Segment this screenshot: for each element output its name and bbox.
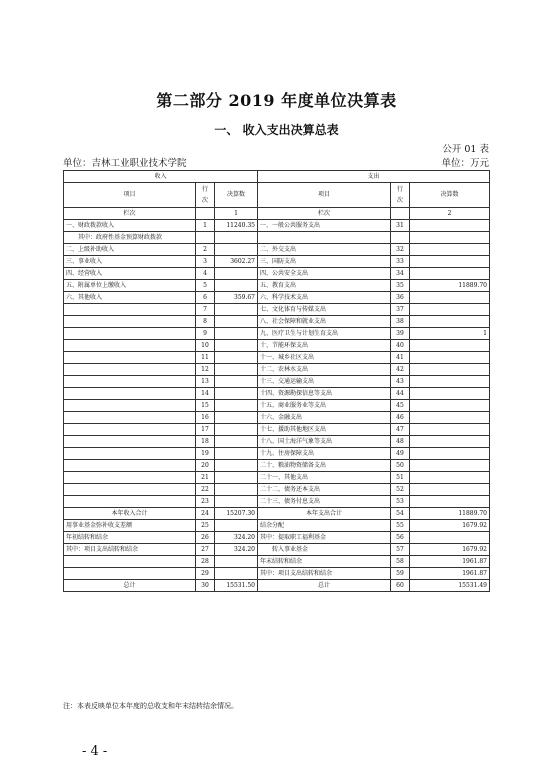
income-line-cell: 15 xyxy=(196,400,215,412)
income-line-cell: 22 xyxy=(196,484,215,496)
income-line-cell: 6 xyxy=(196,292,215,304)
income-item-cell: 年初结转和结余 xyxy=(64,532,196,544)
expense-item-cell: 八、社会保障和就业支出 xyxy=(258,316,391,328)
expense-item-cell: 二、外交支出 xyxy=(258,244,391,256)
expense-amount-cell xyxy=(410,496,490,508)
income-amount-cell: 324.20 xyxy=(215,544,258,556)
expense-item-cell: 十三、交通运输支出 xyxy=(258,376,391,388)
expense-line-cell: 44 xyxy=(391,388,410,400)
expense-item-cell: 其中：提取职工福利基金 xyxy=(258,532,391,544)
income-line-cell: 10 xyxy=(196,340,215,352)
income-line-cell: 2 xyxy=(196,244,215,256)
expense-line-cell: 32 xyxy=(391,244,410,256)
income-line-cell: 13 xyxy=(196,376,215,388)
form-number: 公开 01 表 xyxy=(442,144,489,155)
income-amount-cell xyxy=(215,328,258,340)
expense-line-cell: 31 xyxy=(391,220,410,232)
income-amount-cell: 3602.27 xyxy=(215,256,258,268)
expense-item-header: 项目 xyxy=(258,183,391,208)
income-item-cell: 二、上级补助收入 xyxy=(64,244,196,256)
income-amount-cell xyxy=(215,460,258,472)
income-item-cell xyxy=(64,376,196,388)
income-col-blank xyxy=(196,208,215,220)
table-row xyxy=(64,232,490,244)
income-amount-cell xyxy=(215,556,258,568)
income-line-cell: 28 xyxy=(196,556,215,568)
income-amount-cell xyxy=(215,472,258,484)
income-amount-cell xyxy=(215,484,258,496)
expense-line-cell: 47 xyxy=(391,424,410,436)
income-amount-cell xyxy=(215,568,258,580)
expense-line-cell: 38 xyxy=(391,316,410,328)
income-line-cell: 24 xyxy=(196,508,215,520)
income-item-cell xyxy=(64,328,196,340)
income-item-cell xyxy=(64,388,196,400)
income-line-cell: 9 xyxy=(196,328,215,340)
expense-line-cell: 50 xyxy=(391,460,410,472)
income-line-cell: 30 xyxy=(196,580,215,592)
income-amount-cell xyxy=(215,448,258,460)
line-no-text: 行次 xyxy=(202,185,209,204)
table-row xyxy=(64,568,490,580)
income-amount-cell xyxy=(215,244,258,256)
table-row xyxy=(64,532,490,544)
income-col-label: 栏次 xyxy=(64,208,196,220)
income-line-cell: 14 xyxy=(196,388,215,400)
expense-amount-cell xyxy=(410,460,490,472)
income-line-cell: 19 xyxy=(196,448,215,460)
expense-item-cell: 年末结转和结余 xyxy=(258,556,391,568)
expense-line-cell: 37 xyxy=(391,304,410,316)
table-row xyxy=(64,364,490,376)
expense-amount-cell xyxy=(410,388,490,400)
income-amount-cell xyxy=(215,400,258,412)
income-item-cell xyxy=(64,364,196,376)
income-item-cell xyxy=(64,496,196,508)
income-amount-cell: 15531.50 xyxy=(215,580,258,592)
expense-amount-cell xyxy=(410,232,490,244)
table-row xyxy=(64,268,490,280)
expense-item-cell: 十六、金融支出 xyxy=(258,412,391,424)
table-note: 注：本表反映单位本年度的总收支和年末结转结余情况。 xyxy=(63,702,238,710)
income-line-cell: 29 xyxy=(196,568,215,580)
expense-line-cell: 53 xyxy=(391,496,410,508)
income-item-cell xyxy=(64,568,196,580)
income-amount-cell xyxy=(215,520,258,532)
expense-item-cell: 四、公共安全支出 xyxy=(258,268,391,280)
expense-amount-cell xyxy=(410,316,490,328)
income-item-cell xyxy=(64,316,196,328)
income-item-cell xyxy=(64,304,196,316)
table-column-index-row xyxy=(64,208,490,220)
expense-item-cell: 二十二、债务还本支出 xyxy=(258,484,391,496)
expense-item-cell: 一、一般公共服务支出 xyxy=(258,220,391,232)
expense-col-label: 栏次 xyxy=(258,208,391,220)
table-header-group xyxy=(64,171,490,183)
income-amount-cell: 359.67 xyxy=(215,292,258,304)
income-expense-table xyxy=(63,170,490,592)
table-row xyxy=(64,244,490,256)
income-item-cell: 一、财政拨款收入 xyxy=(64,220,196,232)
unit-label: 单位：吉林工业职业技术学院 xyxy=(63,158,187,169)
expense-amount-cell xyxy=(410,376,490,388)
expense-item-cell: 总计 xyxy=(258,580,391,592)
table-body xyxy=(64,220,490,592)
line-no-text: 行次 xyxy=(397,185,404,204)
table-row xyxy=(64,496,490,508)
expense-header: 支出 xyxy=(258,171,490,183)
table-row xyxy=(64,292,490,304)
expense-line-cell: 34 xyxy=(391,268,410,280)
income-amount-cell: 11240.35 xyxy=(215,220,258,232)
currency-label: 单位：万元 xyxy=(441,158,489,169)
income-item-cell: 五、附属单位上缴收入 xyxy=(64,280,196,292)
expense-amount-cell: 1 xyxy=(410,328,490,340)
table-row xyxy=(64,340,490,352)
table-row xyxy=(64,484,490,496)
income-amount-cell xyxy=(215,376,258,388)
income-item-cell: 三、事业收入 xyxy=(64,256,196,268)
income-header: 收入 xyxy=(64,171,258,183)
expense-amount-cell xyxy=(410,412,490,424)
income-item-cell xyxy=(64,556,196,568)
expense-item-cell xyxy=(258,232,391,244)
income-amount-cell xyxy=(215,364,258,376)
expense-item-cell: 十五、商业服务业等支出 xyxy=(258,400,391,412)
income-item-cell xyxy=(64,412,196,424)
income-line-cell: 4 xyxy=(196,268,215,280)
income-line-cell: 21 xyxy=(196,472,215,484)
income-item-cell: 总计 xyxy=(64,580,196,592)
income-amount-cell xyxy=(215,304,258,316)
income-line-header xyxy=(196,183,215,208)
income-col-number: 1 xyxy=(215,208,258,220)
income-amount-cell: 324.20 xyxy=(215,532,258,544)
expense-line-cell xyxy=(391,232,410,244)
expense-line-cell: 54 xyxy=(391,508,410,520)
expense-line-cell: 52 xyxy=(391,484,410,496)
expense-line-header xyxy=(391,183,410,208)
expense-col-blank xyxy=(391,208,410,220)
expense-line-cell: 60 xyxy=(391,580,410,592)
expense-amount-cell: 11889.70 xyxy=(410,508,490,520)
expense-amount-cell xyxy=(410,340,490,352)
income-amount-cell xyxy=(215,352,258,364)
table-row xyxy=(64,256,490,268)
income-amount-cell xyxy=(215,388,258,400)
income-item-cell xyxy=(64,352,196,364)
expense-line-cell: 43 xyxy=(391,376,410,388)
table-row xyxy=(64,424,490,436)
expense-item-cell: 十四、资源勘探信息等支出 xyxy=(258,388,391,400)
expense-line-cell: 36 xyxy=(391,292,410,304)
expense-item-cell: 二十三、债务付息支出 xyxy=(258,496,391,508)
income-line-cell: 5 xyxy=(196,280,215,292)
expense-line-cell: 46 xyxy=(391,412,410,424)
expense-line-cell: 49 xyxy=(391,448,410,460)
income-line-cell xyxy=(196,232,215,244)
income-line-cell: 3 xyxy=(196,256,215,268)
expense-item-cell: 十二、农林水支出 xyxy=(258,364,391,376)
expense-line-cell: 51 xyxy=(391,472,410,484)
table-row xyxy=(64,520,490,532)
expense-amount-cell xyxy=(410,484,490,496)
table-row xyxy=(64,304,490,316)
table-row xyxy=(64,400,490,412)
income-amount-cell xyxy=(215,280,258,292)
income-line-cell: 26 xyxy=(196,532,215,544)
expense-line-cell: 48 xyxy=(391,436,410,448)
table-row xyxy=(64,556,490,568)
income-item-cell xyxy=(64,424,196,436)
table-row xyxy=(64,472,490,484)
expense-item-cell: 六、科学技术支出 xyxy=(258,292,391,304)
income-line-cell: 8 xyxy=(196,316,215,328)
income-line-cell: 18 xyxy=(196,436,215,448)
expense-item-cell: 结余分配 xyxy=(258,520,391,532)
expense-item-cell: 二十一、其他支出 xyxy=(258,472,391,484)
page-number: - 4 - xyxy=(82,744,108,759)
expense-line-cell: 58 xyxy=(391,556,410,568)
income-amount-cell xyxy=(215,436,258,448)
table-row xyxy=(64,388,490,400)
expense-item-cell: 十、节能环保支出 xyxy=(258,340,391,352)
unit-row xyxy=(63,155,489,169)
expense-amount-cell xyxy=(410,400,490,412)
income-amount-cell xyxy=(215,268,258,280)
expense-line-cell: 41 xyxy=(391,352,410,364)
income-line-cell: 16 xyxy=(196,412,215,424)
expense-amount-cell: 11889.70 xyxy=(410,280,490,292)
expense-item-cell: 十八、国土海洋气象等支出 xyxy=(258,436,391,448)
expense-amount-cell: 15531.49 xyxy=(410,580,490,592)
expense-amount-cell xyxy=(410,220,490,232)
income-amount-cell xyxy=(215,232,258,244)
expense-line-cell: 55 xyxy=(391,520,410,532)
income-line-cell: 17 xyxy=(196,424,215,436)
income-line-cell: 7 xyxy=(196,304,215,316)
income-item-cell xyxy=(64,472,196,484)
expense-item-cell: 十一、城乡社区支出 xyxy=(258,352,391,364)
expense-amount-cell: 1961.87 xyxy=(410,556,490,568)
part-title: 第二部分 2019 年度单位决算表 xyxy=(156,91,397,110)
table-row xyxy=(64,508,490,520)
expense-item-cell: 十七、援助其他地区支出 xyxy=(258,424,391,436)
table-row xyxy=(64,544,490,556)
income-item-cell xyxy=(64,436,196,448)
expense-amount-cell xyxy=(410,532,490,544)
income-item-cell: 其中：政府性基金预算财政拨款 xyxy=(64,232,196,244)
expense-amount-header: 决算数 xyxy=(410,183,490,208)
expense-item-cell: 十九、住房保障支出 xyxy=(258,448,391,460)
income-line-cell: 27 xyxy=(196,544,215,556)
expense-amount-cell xyxy=(410,304,490,316)
income-amount-cell xyxy=(215,424,258,436)
expense-amount-cell: 1679.92 xyxy=(410,544,490,556)
income-line-cell: 20 xyxy=(196,460,215,472)
income-item-cell: 其中：项目支出结转和结余 xyxy=(64,544,196,556)
expense-item-cell: 本年支出合计 xyxy=(258,508,391,520)
expense-line-cell: 40 xyxy=(391,340,410,352)
table-row xyxy=(64,328,490,340)
expense-amount-cell xyxy=(410,352,490,364)
expense-item-cell: 三、国防支出 xyxy=(258,256,391,268)
expense-amount-cell xyxy=(410,244,490,256)
income-item-cell: 六、其他收入 xyxy=(64,292,196,304)
income-item-cell xyxy=(64,484,196,496)
table-header-columns xyxy=(64,183,490,208)
expense-item-cell: 九、医疗卫生与计划生育支出 xyxy=(258,328,391,340)
income-line-cell: 11 xyxy=(196,352,215,364)
expense-line-cell: 59 xyxy=(391,568,410,580)
section-title: 一、 收入支出决算总表 xyxy=(214,123,339,137)
income-item-cell xyxy=(64,340,196,352)
income-item-cell: 四、经营收入 xyxy=(64,268,196,280)
expense-line-cell: 33 xyxy=(391,256,410,268)
expense-line-cell: 42 xyxy=(391,364,410,376)
income-item-cell xyxy=(64,448,196,460)
income-item-cell: 本年收入合计 xyxy=(64,508,196,520)
expense-col-number: 2 xyxy=(410,208,490,220)
income-amount-cell: 15207.30 xyxy=(215,508,258,520)
expense-amount-cell xyxy=(410,448,490,460)
expense-line-cell: 57 xyxy=(391,544,410,556)
expense-item-cell: 二十、粮油物资储备支出 xyxy=(258,460,391,472)
table-row xyxy=(64,220,490,232)
expense-amount-cell xyxy=(410,436,490,448)
expense-line-cell: 56 xyxy=(391,532,410,544)
expense-item-cell: 五、教育支出 xyxy=(258,280,391,292)
table-row xyxy=(64,580,490,592)
expense-amount-cell xyxy=(410,364,490,376)
income-amount-cell xyxy=(215,412,258,424)
expense-line-cell: 35 xyxy=(391,280,410,292)
expense-amount-cell: 1961.87 xyxy=(410,568,490,580)
income-line-cell: 25 xyxy=(196,520,215,532)
table-row xyxy=(64,376,490,388)
income-item-cell xyxy=(64,400,196,412)
table-row xyxy=(64,436,490,448)
income-item-cell: 用事业基金弥补收支差额 xyxy=(64,520,196,532)
expense-amount-cell xyxy=(410,268,490,280)
income-item-header: 项目 xyxy=(64,183,196,208)
expense-line-cell: 39 xyxy=(391,328,410,340)
expense-amount-cell xyxy=(410,472,490,484)
expense-amount-cell xyxy=(410,292,490,304)
income-amount-cell xyxy=(215,496,258,508)
table-row xyxy=(64,352,490,364)
expense-line-cell: 45 xyxy=(391,400,410,412)
income-amount-cell xyxy=(215,316,258,328)
income-item-cell xyxy=(64,460,196,472)
expense-item-cell: 七、文化体育与传媒支出 xyxy=(258,304,391,316)
income-amount-cell xyxy=(215,340,258,352)
table-row xyxy=(64,448,490,460)
expense-item-cell: 转入事业基金 xyxy=(258,544,391,556)
expense-amount-cell xyxy=(410,256,490,268)
table-row xyxy=(64,412,490,424)
income-line-cell: 23 xyxy=(196,496,215,508)
income-line-cell: 1 xyxy=(196,220,215,232)
expense-amount-cell xyxy=(410,424,490,436)
expense-item-cell: 其中：项目支出结转和结余 xyxy=(258,568,391,580)
income-line-cell: 12 xyxy=(196,364,215,376)
table-row xyxy=(64,460,490,472)
income-amount-header: 决算数 xyxy=(215,183,258,208)
expense-amount-cell: 1679.92 xyxy=(410,520,490,532)
table-row xyxy=(64,316,490,328)
table-row xyxy=(64,280,490,292)
